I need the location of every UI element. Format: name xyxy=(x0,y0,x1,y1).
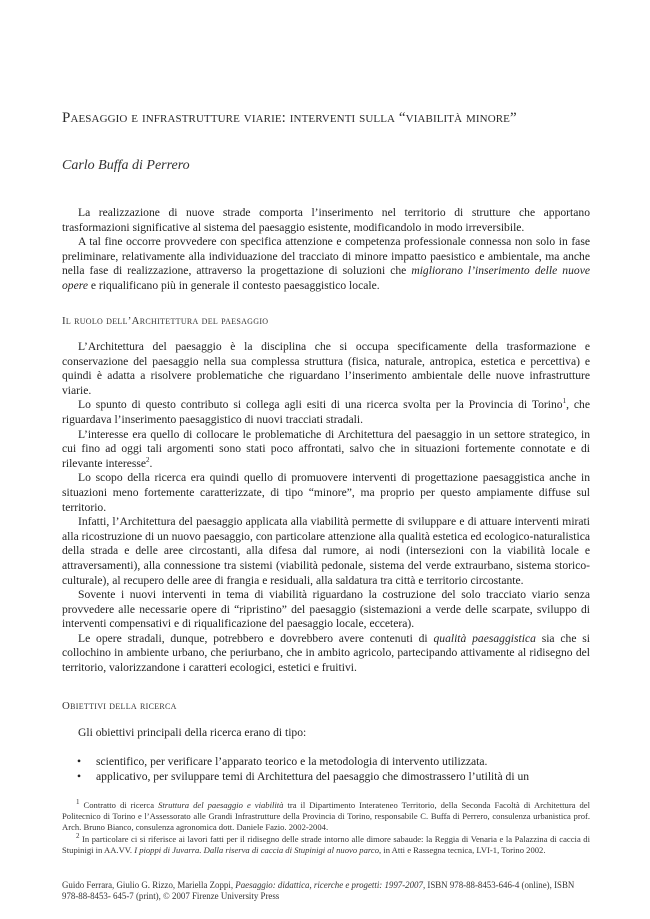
section1-paragraph-7: Le opere stradali, dunque, potrebbero e dovrebbero avere contenuti di qualità paesaggistica sia che si collochino in ambiente urbano, che periurbano, che in ambito agricolo, partecipando attivamente al ridisegno del territorio, valorizzandone i caratteri ecologici, estetici e fruitivi. xyxy=(62,631,590,675)
list-item: • scientifico, per verificare l’apparato teorico e la metodologia di intervento utilizzata. xyxy=(77,755,488,768)
article-title: Paesaggio e infrastrutture viarie: interventi sulla “viabilità minore” xyxy=(62,110,517,126)
footnote-ref-2: 2 xyxy=(146,455,150,464)
objectives-list xyxy=(62,755,590,784)
bullet-icon: • xyxy=(77,755,82,768)
book-citation: Guido Ferrara, Giulio G. Rizzo, Mariella Zoppi, Paesaggio: didattica, ricerche e progetti: 1997-2007, ISBN 978-88-8453-646-4 (online), ISBN 978-88-8453- 645-7 (print), © 2007 Firenze University Press xyxy=(62,880,575,902)
section1-paragraph-2: Lo spunto di questo contributo si collega agli esiti di una ricerca svolta per la Provincia di Torino$^1$, che riguardava l’inserimento paesaggistico di nuovi tracciati stradali. xyxy=(62,397,590,426)
bullet-icon: • xyxy=(77,769,82,783)
section-heading-role: Il ruolo dell’Architettura del paesaggio xyxy=(62,315,269,327)
section1-paragraph-4: Lo scopo della ricerca era quindi quello di promuovere interventi di progettazione paesaggistica anche in situazioni meno fortemente caratterizzate, di tipo “minore”, ma proprio per questo ampiamente diffuse sul territorio. xyxy=(62,471,590,514)
objectives-intro: Gli obiettivi principali della ricerca erano di tipo: xyxy=(78,726,307,739)
footnote-1: $^1$ Contratto di ricerca Struttura del paesaggio e viabilità tra il Dipartimento Interateneo Territorio, della Seconda Facoltà di Architettura del Politecnico di Torino e l’Assessorato alle Grandi Infrastrutture della Provincia di Torino, responsabile C. Buffa di Perrero, consulenza urbanistica prof. Arch. Bruno Bianco, consulenza agronomica dott. Daniele Fazio. 2002-2004. xyxy=(62,798,590,833)
section1-paragraph-3: L’interesse era quello di collocare le problematiche di Architettura del paesaggio in un settore strategico, in cui fino ad oggi tali argomenti sono stati poco affrontati, salvo che in situazioni fortemente connotate e di rilevante interesse$^2$. xyxy=(62,427,590,470)
intro-paragraph-2: A tal fine occorre provvedere con specifica attenzione e competenza professionale connessa non solo in fase preliminare, relativamente alla individuazione del tracciato di minore impatto paesistico e ambientale, ma anche nella fase di realizzazione, attraverso la progettazione di soluzioni che migliorano l’inserimento delle nuove opere e riqualificano più in generale il contesto paesaggistico locale. xyxy=(62,235,590,292)
intro-emphasis: migliorano l’inserimento delle nuove opere xyxy=(62,264,590,292)
article-author: Carlo Buffa di Perrero xyxy=(62,158,190,173)
section1-paragraph-5: Infatti, l’Architettura del paesaggio applicata alla viabilità permette di sviluppare e di attuare interventi mirati alla ricostruzione di un nuovo paesaggio, con particolare attenzione alla qualità estetica ed ecologico-naturalistica della strada e delle aree circostanti, alla difesa dal rumore, ai nodi (intersezioni con la viabilità locale e attraversamenti), alla connessione tra sistemi (viabilità pedonale, sistema del verde extraurbano, sistema storico-culturale), al recupero delle aree di frangia e residuali, alla saldatura tra città e territorio circostante. xyxy=(62,515,590,587)
quality-emphasis: qualità paesaggistica xyxy=(433,631,536,645)
section1-body xyxy=(62,340,590,676)
footnote-2: $^2$ In particolare ci si riferisce ai lavori fatti per il ridisegno delle strade intorno alle dimore sabaude: la Reggia di Venaria e la Palazzina di caccia di Stupinigi in AA.VV. I pioppi di Juvarra. Dalla riserva di caccia di Stupinigi al nuovo parco, in Atti e Rassegna tecnica, LVI-1, Torino 2002. xyxy=(62,831,590,855)
intro-paragraphs xyxy=(62,206,590,294)
intro-paragraph-1: La realizzazione di nuove strade comporta l’inserimento nel territorio di strutture che apportano trasformazioni significative al sistema del paesaggio esistente, modificandolo in modo irreversibile. xyxy=(62,206,590,234)
section1-paragraph-6: Sovente i nuovi interventi in tema di viabilità riguardano la costruzione del solo tracciato viario senza provvedere alle necessarie opere di “ripristino” del paesaggio (sistemazioni a verde delle scarpate, sviluppo di interventi compensativi e di riqualificazione del paesaggio locale, eccetera). xyxy=(62,588,590,631)
footnotes xyxy=(62,800,590,856)
list-item: • applicativo, per sviluppare temi di Architettura del paesaggio che dimostrassero l’utilità di un xyxy=(77,769,530,783)
section1-paragraph-1: L’Architettura del paesaggio è la disciplina che si occupa specificamente della trasformazione e conservazione del paesaggio nella sua complessa struttura (fisica, naturale, antropica, estetica e percettiva) e quindi è adatta a risolvere problematiche che riguardano l’inserimento ambientale delle nuove infrastrutture viarie. xyxy=(62,340,590,397)
footnote-ref-1: 1 xyxy=(562,397,567,406)
section-heading-objectives: Obiettivi della ricerca xyxy=(62,700,177,712)
